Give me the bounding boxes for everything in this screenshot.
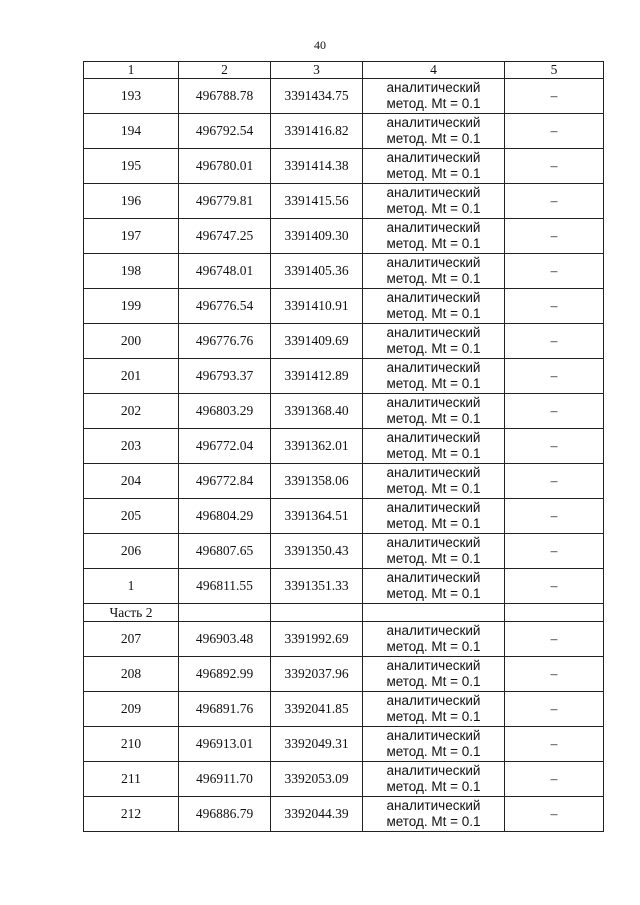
y-coordinate-cell: 3391412.89 [271, 359, 363, 394]
method-cell [363, 622, 505, 657]
point-number-cell: 206 [84, 534, 179, 569]
note-cell: – [505, 149, 604, 184]
table-row [84, 622, 604, 657]
note-cell: – [505, 184, 604, 219]
point-number-cell: 199 [84, 289, 179, 324]
y-coordinate-cell: 3391414.38 [271, 149, 363, 184]
y-coordinate-cell: 3391362.01 [271, 429, 363, 464]
x-coordinate-cell: 496891.76 [179, 692, 271, 727]
method-line-1: аналитический [386, 535, 481, 550]
method-line-2: метод. Mt = 0.1 [386, 516, 481, 531]
method-line-2: метод. Mt = 0.1 [386, 376, 481, 391]
note-cell: – [505, 464, 604, 499]
table-row [84, 254, 604, 289]
table-row [84, 534, 604, 569]
header-cell-1: 1 [84, 62, 179, 79]
y-coordinate-cell: 3391409.69 [271, 324, 363, 359]
note-cell: – [505, 499, 604, 534]
method-line-1: аналитический [386, 255, 481, 270]
x-coordinate-cell: 496772.04 [179, 429, 271, 464]
table-row [84, 797, 604, 832]
method-line-2: метод. Mt = 0.1 [386, 709, 481, 724]
y-coordinate-cell: 3391992.69 [271, 622, 363, 657]
x-coordinate-cell: 496788.78 [179, 79, 271, 114]
header-cell-4: 4 [363, 62, 505, 79]
point-number-cell: 208 [84, 657, 179, 692]
table-row [84, 499, 604, 534]
note-cell: – [505, 324, 604, 359]
y-coordinate-cell: 3391350.43 [271, 534, 363, 569]
section-label-cell: Часть 2 [84, 604, 179, 622]
method-cell [363, 762, 505, 797]
table-row [84, 149, 604, 184]
method-cell [363, 324, 505, 359]
x-coordinate-cell: 496748.01 [179, 254, 271, 289]
y-coordinate-cell: 3391358.06 [271, 464, 363, 499]
x-coordinate-cell: 496780.01 [179, 149, 271, 184]
note-cell: – [505, 289, 604, 324]
note-cell: – [505, 569, 604, 604]
method-line-2: метод. Mt = 0.1 [386, 271, 481, 286]
method-line-1: аналитический [386, 658, 481, 673]
point-number-cell: 207 [84, 622, 179, 657]
table-row [84, 324, 604, 359]
table-row [84, 762, 604, 797]
header-cell-2: 2 [179, 62, 271, 79]
point-number-cell: 197 [84, 219, 179, 254]
x-coordinate-cell: 496779.81 [179, 184, 271, 219]
section-empty-cell [505, 604, 604, 622]
point-number-cell: 195 [84, 149, 179, 184]
method-line-1: аналитический [386, 623, 481, 638]
table-row [84, 657, 604, 692]
method-cell [363, 254, 505, 289]
note-cell: – [505, 114, 604, 149]
y-coordinate-cell: 3391410.91 [271, 289, 363, 324]
note-cell: – [505, 692, 604, 727]
note-cell: – [505, 429, 604, 464]
x-coordinate-cell: 496811.55 [179, 569, 271, 604]
point-number-cell: 210 [84, 727, 179, 762]
method-line-2: метод. Mt = 0.1 [386, 306, 481, 321]
method-line-1: аналитический [386, 693, 481, 708]
point-number-cell: 196 [84, 184, 179, 219]
method-cell [363, 79, 505, 114]
note-cell: – [505, 254, 604, 289]
coordinates-table-body [84, 62, 604, 832]
x-coordinate-cell: 496807.65 [179, 534, 271, 569]
method-line-2: метод. Mt = 0.1 [386, 481, 481, 496]
method-line-1: аналитический [386, 115, 481, 130]
point-number-cell: 193 [84, 79, 179, 114]
x-coordinate-cell: 496776.54 [179, 289, 271, 324]
method-line-1: аналитический [386, 395, 481, 410]
method-line-2: метод. Mt = 0.1 [386, 674, 481, 689]
method-cell [363, 394, 505, 429]
point-number-cell: 205 [84, 499, 179, 534]
note-cell: – [505, 657, 604, 692]
y-coordinate-cell: 3391409.30 [271, 219, 363, 254]
note-cell: – [505, 727, 604, 762]
method-cell [363, 149, 505, 184]
table-row [84, 359, 604, 394]
method-line-2: метод. Mt = 0.1 [386, 744, 481, 759]
table-row [84, 289, 604, 324]
method-line-1: аналитический [386, 763, 481, 778]
method-cell [363, 359, 505, 394]
method-line-1: аналитический [386, 798, 481, 813]
note-cell: – [505, 359, 604, 394]
x-coordinate-cell: 496913.01 [179, 727, 271, 762]
header-row [84, 62, 604, 79]
x-coordinate-cell: 496772.84 [179, 464, 271, 499]
y-coordinate-cell: 3391434.75 [271, 79, 363, 114]
method-cell [363, 289, 505, 324]
method-cell [363, 219, 505, 254]
y-coordinate-cell: 3392049.31 [271, 727, 363, 762]
method-cell [363, 797, 505, 832]
method-line-2: метод. Mt = 0.1 [386, 814, 481, 829]
point-number-cell: 194 [84, 114, 179, 149]
method-cell [363, 429, 505, 464]
point-number-cell: 212 [84, 797, 179, 832]
method-cell [363, 569, 505, 604]
method-cell [363, 534, 505, 569]
y-coordinate-cell: 3391351.33 [271, 569, 363, 604]
section-empty-cell [363, 604, 505, 622]
method-line-1: аналитический [386, 728, 481, 743]
coordinates-table [83, 61, 604, 832]
note-cell: – [505, 79, 604, 114]
table-row [84, 219, 604, 254]
page-number: 40 [314, 38, 326, 52]
table-row [84, 114, 604, 149]
x-coordinate-cell: 496804.29 [179, 499, 271, 534]
note-cell: – [505, 219, 604, 254]
table-row [84, 429, 604, 464]
y-coordinate-cell: 3392037.96 [271, 657, 363, 692]
method-line-1: аналитический [386, 570, 481, 585]
x-coordinate-cell: 496792.54 [179, 114, 271, 149]
header-cell-3: 3 [271, 62, 363, 79]
method-line-1: аналитический [386, 185, 481, 200]
method-line-1: аналитический [386, 360, 481, 375]
method-line-2: метод. Mt = 0.1 [386, 236, 481, 251]
point-number-cell: 201 [84, 359, 179, 394]
y-coordinate-cell: 3391364.51 [271, 499, 363, 534]
y-coordinate-cell: 3391415.56 [271, 184, 363, 219]
x-coordinate-cell: 496803.29 [179, 394, 271, 429]
y-coordinate-cell: 3392053.09 [271, 762, 363, 797]
x-coordinate-cell: 496911.70 [179, 762, 271, 797]
method-line-1: аналитический [386, 290, 481, 305]
header-cell-5: 5 [505, 62, 604, 79]
method-line-2: метод. Mt = 0.1 [386, 166, 481, 181]
method-cell [363, 692, 505, 727]
table-row [84, 569, 604, 604]
method-line-1: аналитический [386, 150, 481, 165]
method-line-2: метод. Mt = 0.1 [386, 551, 481, 566]
point-number-cell: 211 [84, 762, 179, 797]
point-number-cell: 209 [84, 692, 179, 727]
method-cell [363, 114, 505, 149]
y-coordinate-cell: 3391368.40 [271, 394, 363, 429]
section-empty-cell [179, 604, 271, 622]
note-cell: – [505, 762, 604, 797]
note-cell: – [505, 534, 604, 569]
method-line-2: метод. Mt = 0.1 [386, 411, 481, 426]
method-line-1: аналитический [386, 80, 481, 95]
x-coordinate-cell: 496903.48 [179, 622, 271, 657]
point-number-cell: 204 [84, 464, 179, 499]
method-cell [363, 464, 505, 499]
method-cell [363, 499, 505, 534]
method-line-1: аналитический [386, 325, 481, 340]
method-line-2: метод. Mt = 0.1 [386, 131, 481, 146]
x-coordinate-cell: 496747.25 [179, 219, 271, 254]
point-number-cell: 1 [84, 569, 179, 604]
y-coordinate-cell: 3392041.85 [271, 692, 363, 727]
method-line-2: метод. Mt = 0.1 [386, 341, 481, 356]
method-cell [363, 657, 505, 692]
point-number-cell: 203 [84, 429, 179, 464]
x-coordinate-cell: 496892.99 [179, 657, 271, 692]
table-row [84, 727, 604, 762]
method-line-1: аналитический [386, 430, 481, 445]
table-row [84, 464, 604, 499]
method-line-2: метод. Mt = 0.1 [386, 586, 481, 601]
table-row [84, 692, 604, 727]
x-coordinate-cell: 496793.37 [179, 359, 271, 394]
table-row [84, 79, 604, 114]
note-cell: – [505, 622, 604, 657]
method-cell [363, 727, 505, 762]
note-cell: – [505, 394, 604, 429]
y-coordinate-cell: 3392044.39 [271, 797, 363, 832]
method-line-2: метод. Mt = 0.1 [386, 446, 481, 461]
x-coordinate-cell: 496886.79 [179, 797, 271, 832]
method-cell [363, 184, 505, 219]
x-coordinate-cell: 496776.76 [179, 324, 271, 359]
table-row [84, 394, 604, 429]
table-row [84, 184, 604, 219]
method-line-1: аналитический [386, 220, 481, 235]
point-number-cell: 200 [84, 324, 179, 359]
method-line-1: аналитический [386, 500, 481, 515]
method-line-1: аналитический [386, 465, 481, 480]
note-cell: – [505, 797, 604, 832]
section-row [84, 604, 604, 622]
point-number-cell: 198 [84, 254, 179, 289]
method-line-2: метод. Mt = 0.1 [386, 639, 481, 654]
y-coordinate-cell: 3391416.82 [271, 114, 363, 149]
section-empty-cell [271, 604, 363, 622]
method-line-2: метод. Mt = 0.1 [386, 201, 481, 216]
method-line-2: метод. Mt = 0.1 [386, 96, 481, 111]
point-number-cell: 202 [84, 394, 179, 429]
y-coordinate-cell: 3391405.36 [271, 254, 363, 289]
method-line-2: метод. Mt = 0.1 [386, 779, 481, 794]
